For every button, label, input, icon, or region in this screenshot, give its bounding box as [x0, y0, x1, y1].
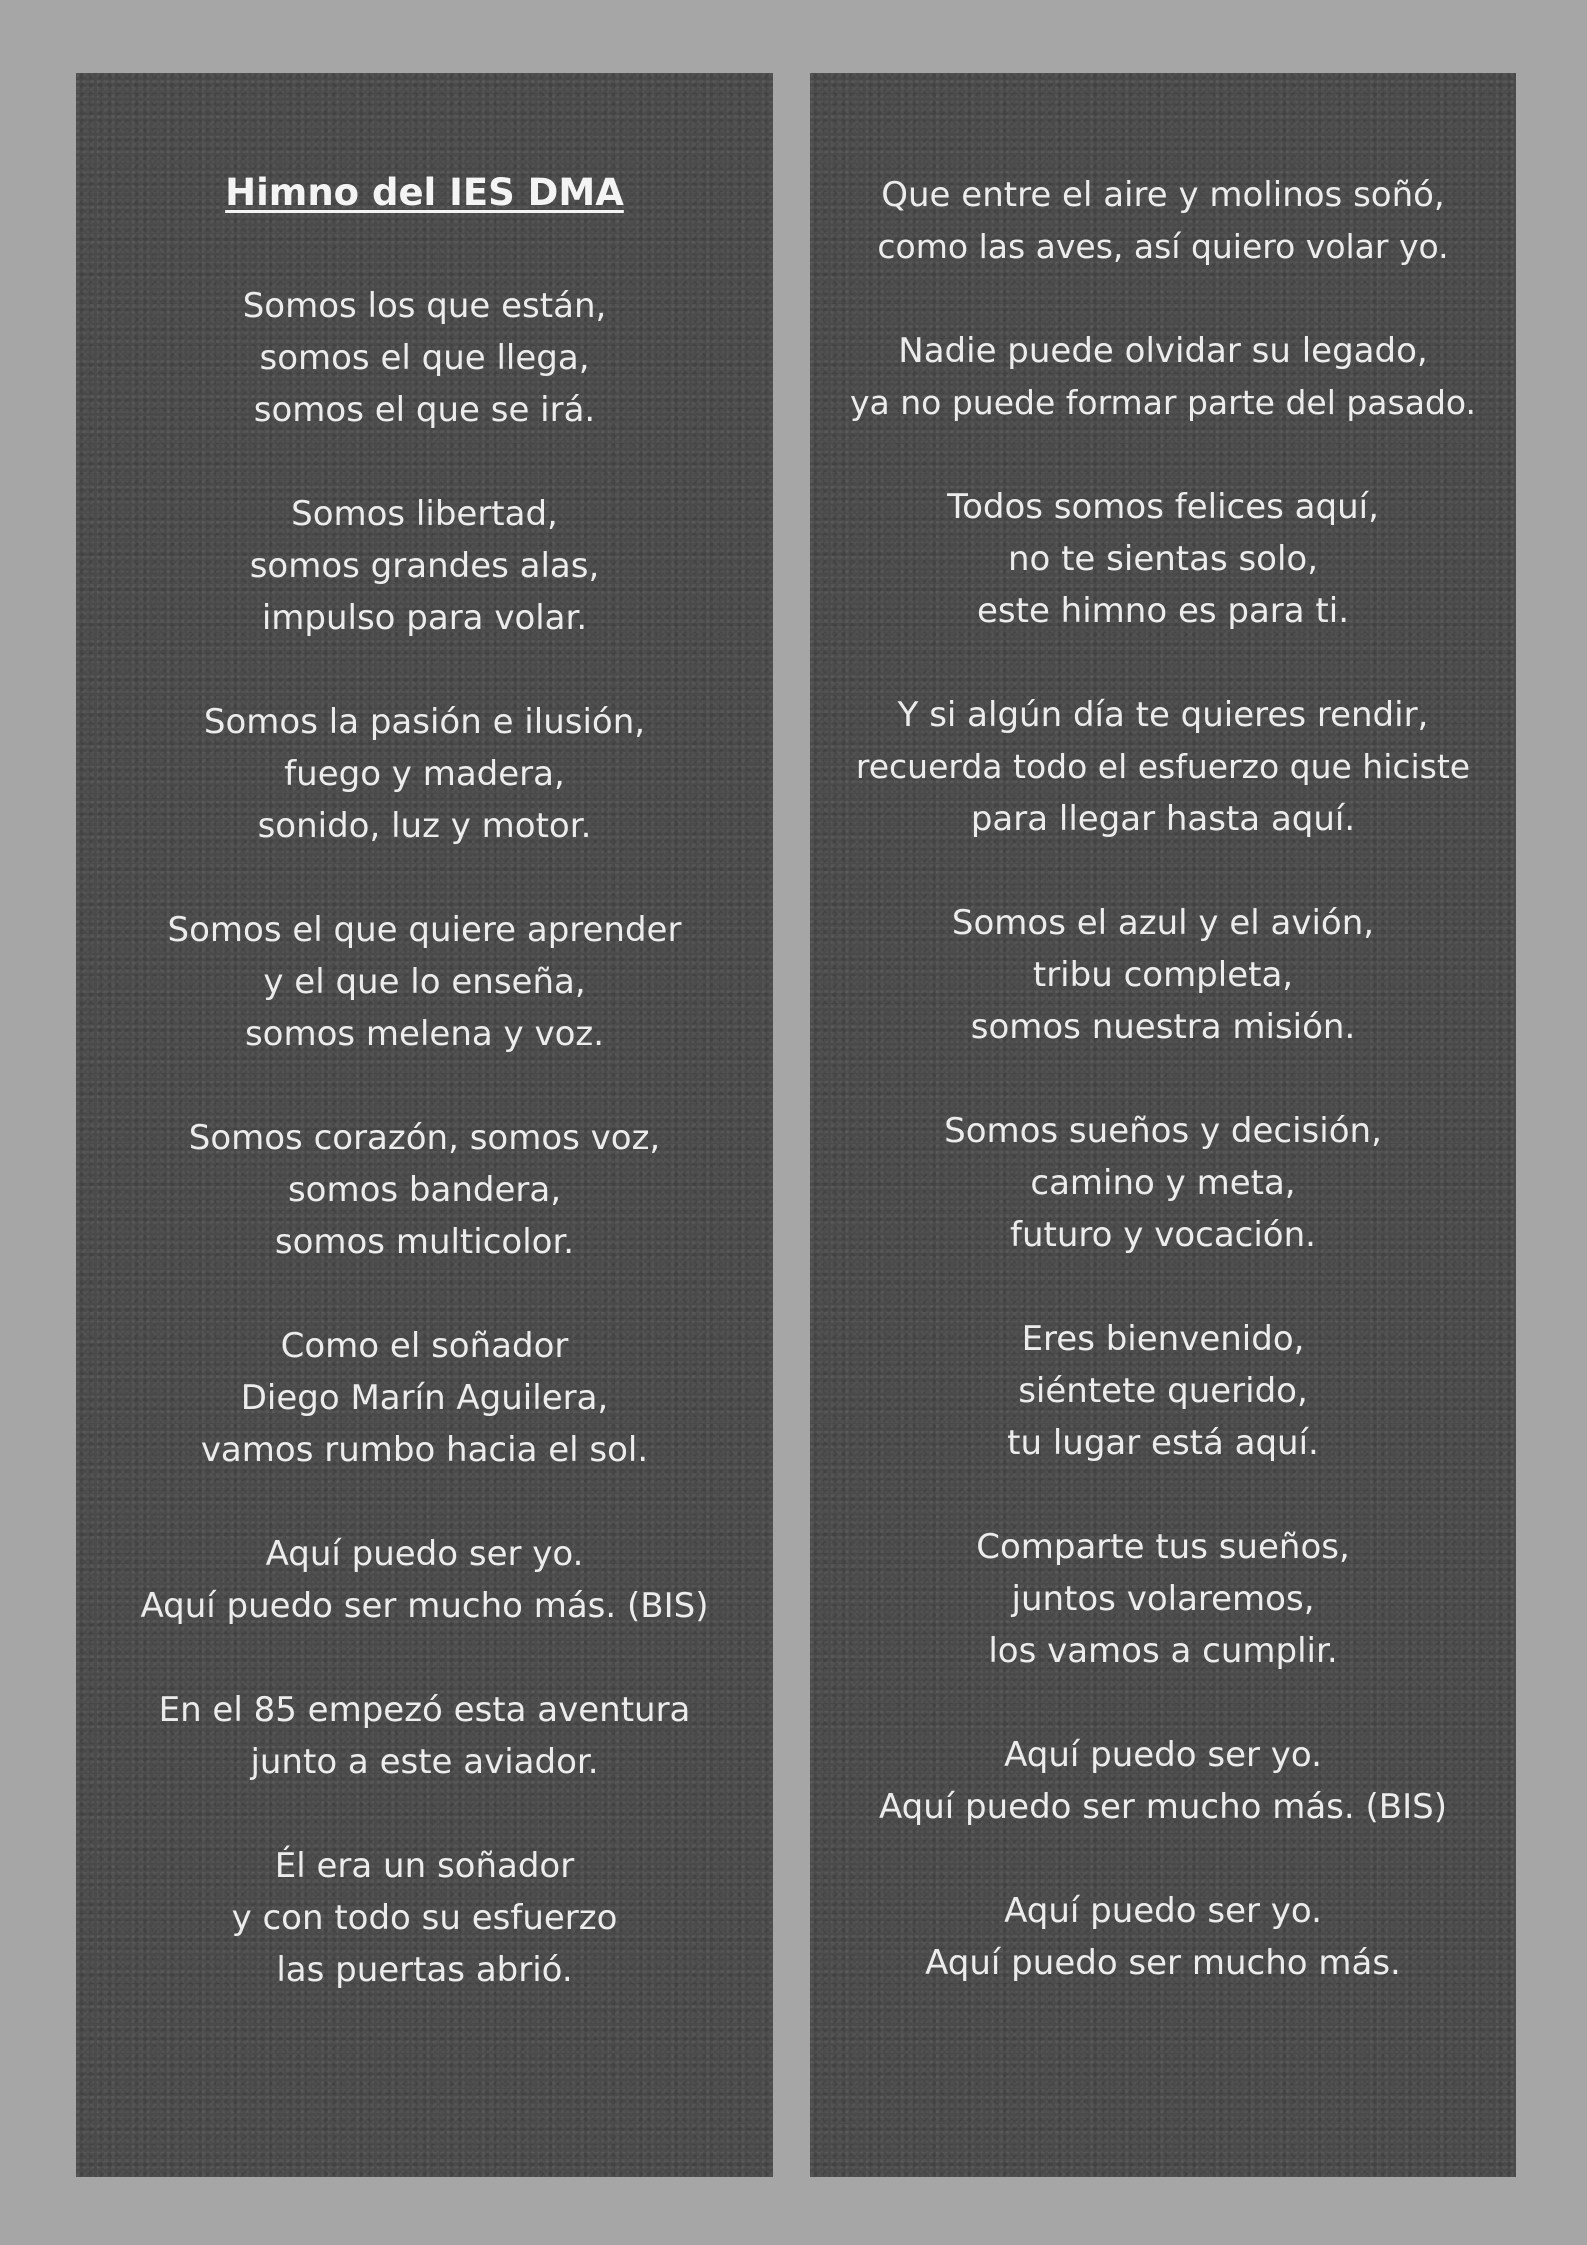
- verse-line: Somos el que quiere aprender: [167, 910, 682, 950]
- verse-line: impulso para volar.: [261, 598, 588, 638]
- stanza: [810, 1105, 1516, 1261]
- stanza: [76, 696, 773, 852]
- stanza: [810, 1729, 1516, 1833]
- stanza: [810, 1313, 1516, 1469]
- verse-line: somos bandera,: [287, 1170, 562, 1210]
- left-column-panel: [76, 73, 773, 2177]
- verse-line: las puertas abrió.: [276, 1950, 573, 1990]
- verse-line: camino y meta,: [1030, 1163, 1296, 1203]
- verse-line: En el 85 empezó esta aventura: [158, 1690, 691, 1730]
- stanza: [76, 1684, 773, 1788]
- stanza: [810, 1521, 1516, 1677]
- verse-line: Todos somos felices aquí,: [947, 487, 1379, 527]
- verse-line: juntos volaremos,: [1011, 1579, 1315, 1619]
- verse-line: Él era un soñador: [274, 1846, 575, 1886]
- verse-line: fuego y madera,: [284, 754, 565, 794]
- anthem-title: Himno del IES DMA: [225, 171, 624, 214]
- verse-line: Aquí puedo ser mucho más. (BIS): [140, 1586, 709, 1626]
- stanza: [76, 488, 773, 644]
- verse-line: y el que lo enseña,: [263, 962, 586, 1002]
- verse-line: recuerda todo el esfuerzo que hiciste: [855, 747, 1471, 786]
- verse-line: Somos el azul y el avión,: [951, 903, 1375, 943]
- stanza: [810, 897, 1516, 1053]
- verse-line: y con todo su esfuerzo: [231, 1898, 618, 1938]
- verse-line: Aquí puedo ser mucho más. (BIS): [879, 1787, 1447, 1827]
- verse-line: Aquí puedo ser mucho más.: [925, 1943, 1401, 1983]
- stanza: [76, 1528, 773, 1632]
- verse-line: somos el que se irá.: [253, 390, 596, 430]
- verse-line: siéntete querido,: [1018, 1371, 1308, 1411]
- right-column-panel: [810, 73, 1516, 2177]
- stanza: [76, 1840, 773, 1996]
- verse-line: Somos los que están,: [242, 286, 607, 326]
- stanza: [810, 1885, 1516, 1989]
- verse-line: somos grandes alas,: [249, 546, 600, 586]
- verse-line: Como el soñador: [280, 1326, 569, 1366]
- verse-line: Somos sueños y decisión,: [944, 1111, 1382, 1151]
- stanza: [76, 1320, 773, 1476]
- right-verses: [810, 169, 1516, 2041]
- stanza: [810, 325, 1516, 429]
- stanza: [810, 169, 1516, 273]
- stanza: [76, 904, 773, 1060]
- verse-line: Y si algún día te quieres rendir,: [897, 695, 1429, 735]
- stanza: [76, 1112, 773, 1268]
- verse-line: para llegar hasta aquí.: [970, 799, 1356, 839]
- verse-line: Aquí puedo ser yo.: [265, 1534, 584, 1574]
- verse-line: ya no puede formar parte del pasado.: [850, 383, 1476, 422]
- verse-line: Aquí puedo ser yo.: [1004, 1891, 1322, 1931]
- stanza: [810, 481, 1516, 637]
- verse-line: somos el que llega,: [259, 338, 590, 378]
- verse-line: los vamos a cumplir.: [988, 1631, 1338, 1671]
- left-verses: [76, 280, 773, 2048]
- verse-line: Diego Marín Aguilera,: [240, 1378, 609, 1418]
- verse-line: somos nuestra misión.: [970, 1007, 1356, 1047]
- verse-line: como las aves, así quiero volar yo.: [877, 227, 1449, 266]
- verse-line: sonido, luz y motor.: [257, 806, 592, 846]
- verse-line: este himno es para ti.: [976, 591, 1350, 631]
- verse-line: somos melena y voz.: [244, 1014, 605, 1054]
- verse-line: Somos la pasión e ilusión,: [203, 702, 646, 742]
- verse-line: tribu completa,: [1032, 955, 1294, 995]
- verse-line: Nadie puede olvidar su legado,: [898, 331, 1428, 371]
- stanza: [76, 280, 773, 436]
- verse-line: somos multicolor.: [274, 1222, 575, 1262]
- verse-line: Eres bienvenido,: [1021, 1319, 1305, 1359]
- verse-line: Que entre el aire y molinos soñó,: [881, 175, 1445, 215]
- verse-line: Comparte tus sueños,: [976, 1527, 1350, 1567]
- verse-line: Somos libertad,: [291, 494, 558, 534]
- verse-line: no te sientas solo,: [1007, 539, 1319, 579]
- verse-line: futuro y vocación.: [1010, 1215, 1316, 1255]
- verse-line: vamos rumbo hacia el sol.: [200, 1430, 649, 1470]
- verse-line: Aquí puedo ser yo.: [1004, 1735, 1322, 1775]
- verse-line: tu lugar está aquí.: [1007, 1423, 1319, 1463]
- verse-line: junto a este aviador.: [250, 1742, 599, 1782]
- stanza: [810, 689, 1516, 845]
- verse-line: Somos corazón, somos voz,: [188, 1118, 661, 1158]
